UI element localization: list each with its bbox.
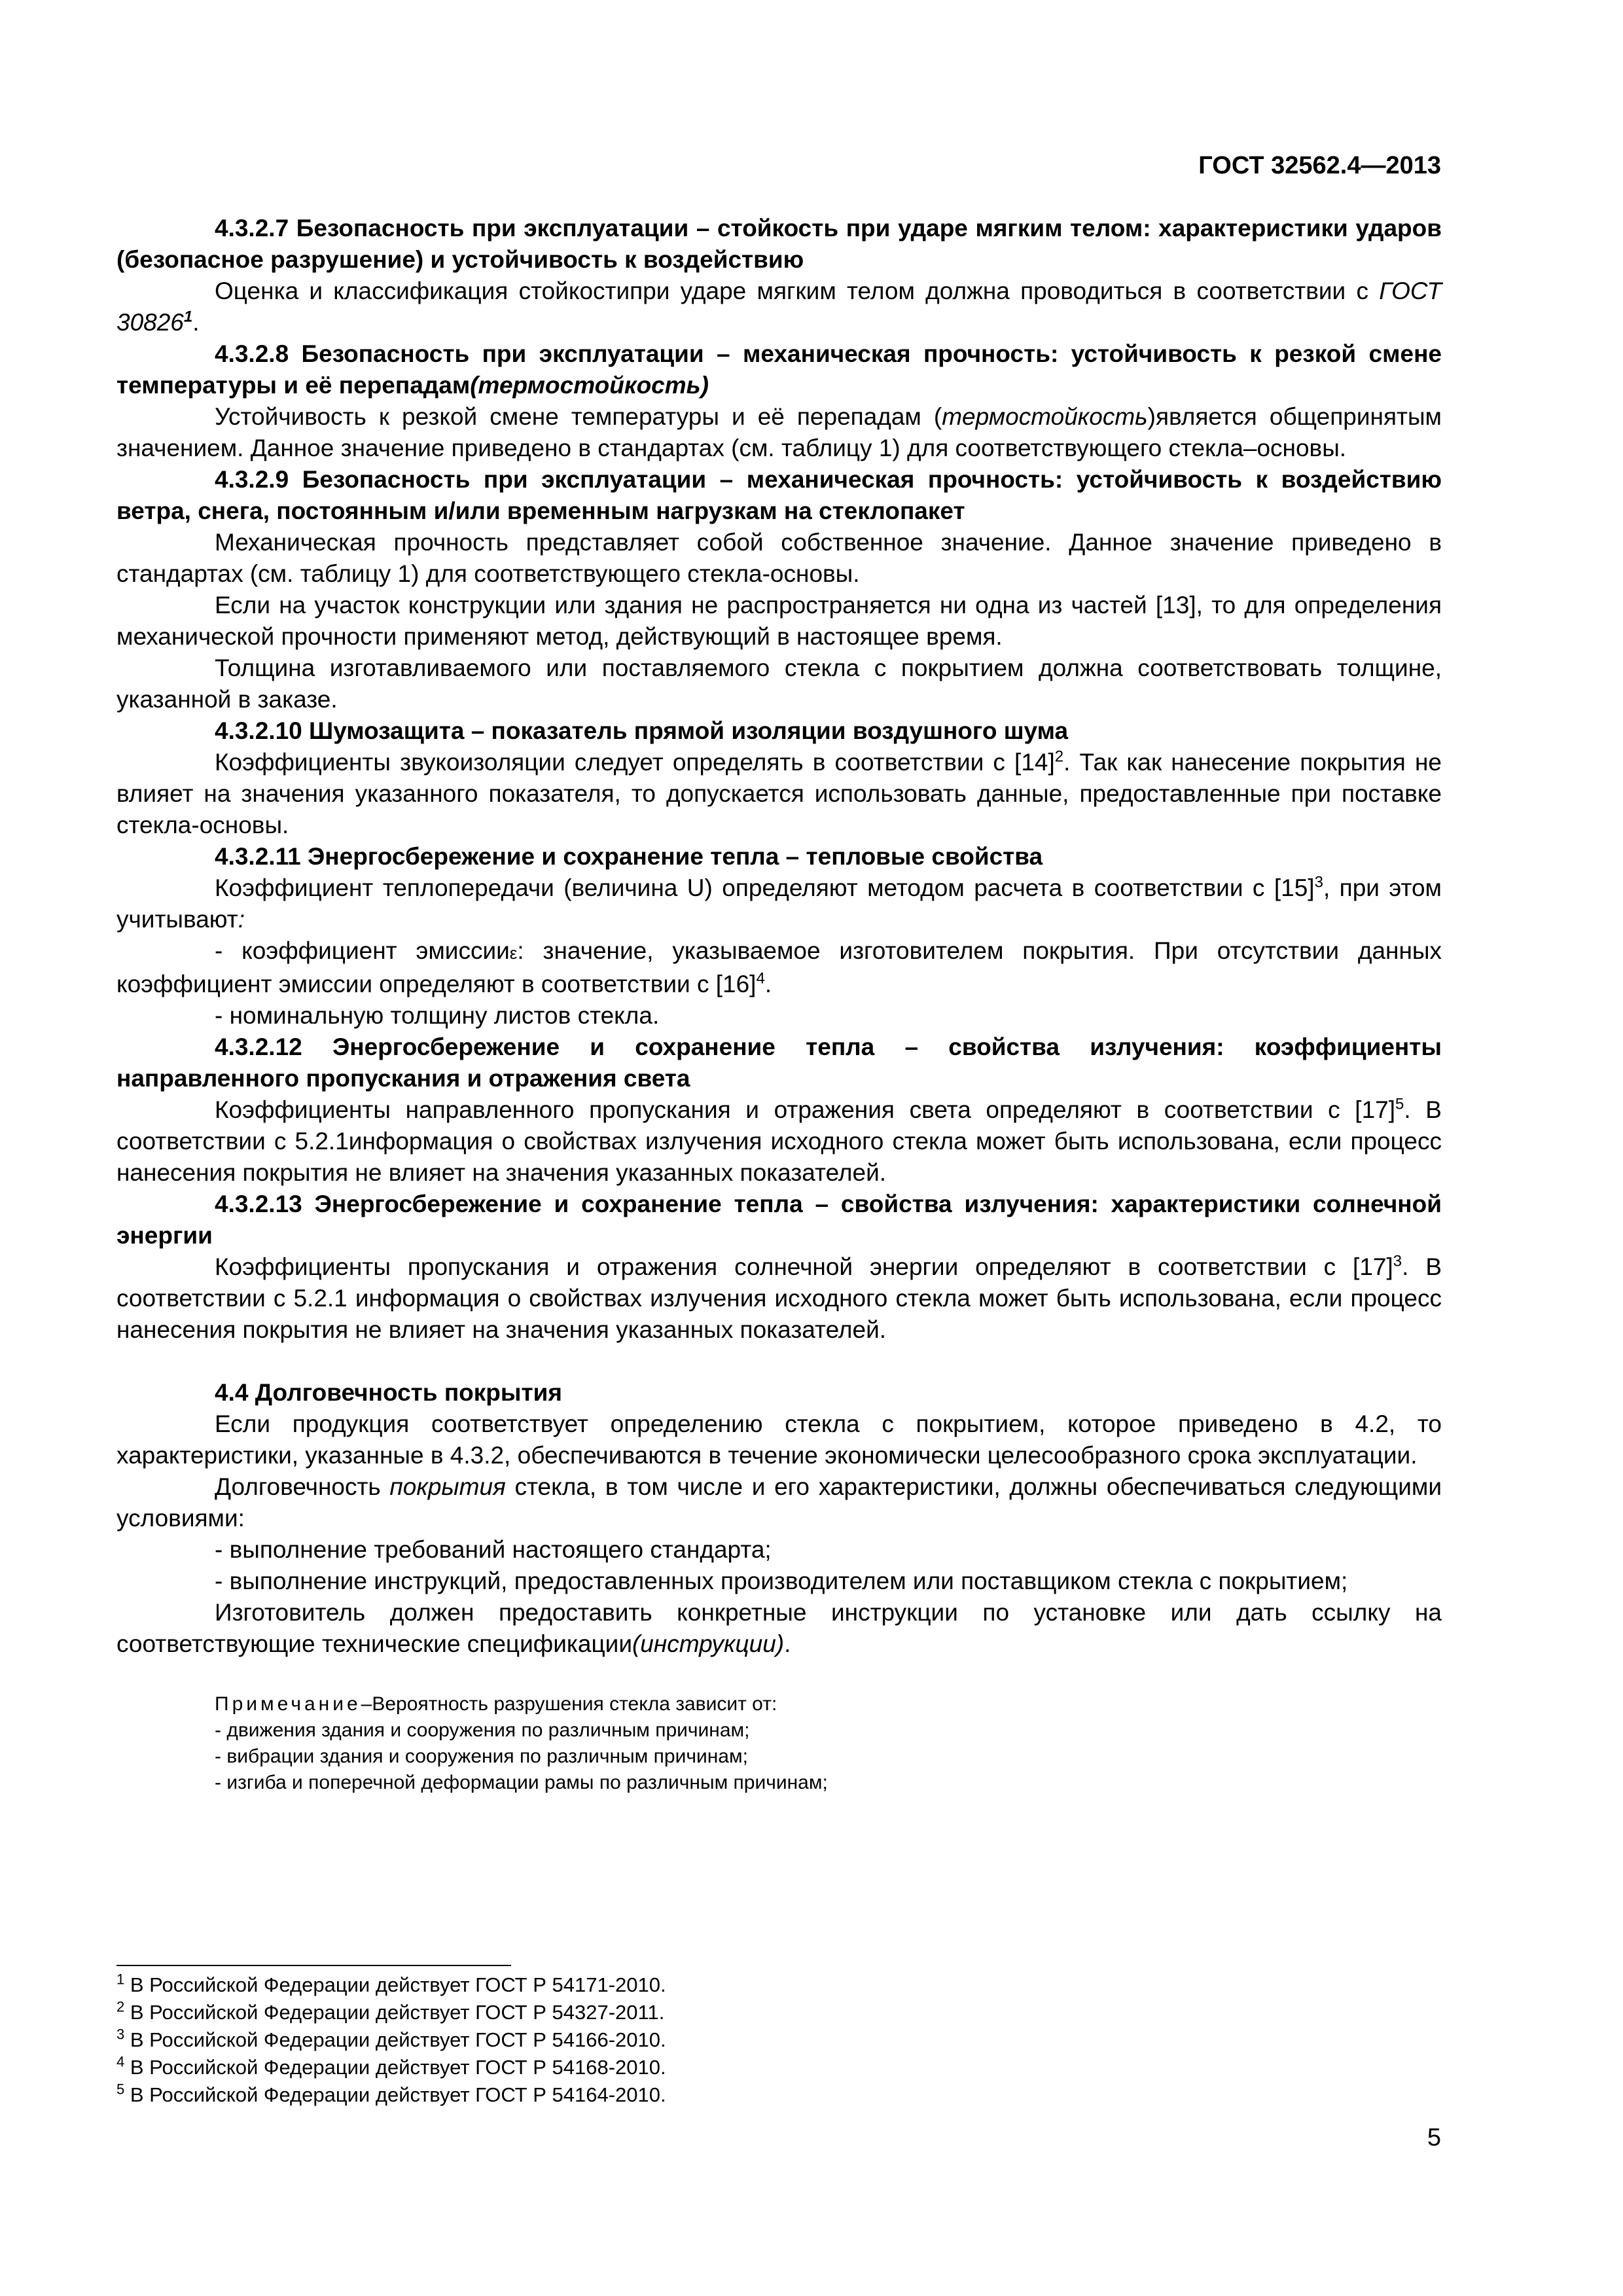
text: Коэффициенты пропускания и отражения солнечной энергии определяют в соответствии с [17] xyxy=(215,1253,1393,1280)
text: Долговечность xyxy=(215,1473,390,1500)
text: )является общепринятым значением. Данное значение приведено в стандартах (см. таблицу 1) для соответствующего стекла–основы. xyxy=(116,403,1442,461)
standard-reference: ГОСТ 30826 xyxy=(116,278,1442,336)
note-item: - движения здания и сооружения по различным причинам; xyxy=(215,1719,750,1741)
footnote-mark: 4 xyxy=(116,2053,125,2070)
text: –Вероятность разрушения стекла зависит от: xyxy=(361,1693,777,1715)
section-heading-4-3-2-9: 4.3.2.9 Безопасность при эксплуатации – механическая прочность: устойчивость к воздействию ветра, снега, постоянным и/или временным нагрузкам на стеклопакет xyxy=(116,466,1442,524)
footnote-mark: 2 xyxy=(1054,747,1064,766)
text: Коэффициенты направленного пропускания и отражения света определяют в соответствии с [17] xyxy=(215,1096,1396,1123)
footnote-mark: 3 xyxy=(1314,873,1323,891)
text: Коэффициент теплопередачи (величина U) определяют методом расчета в соответствии с [15] xyxy=(215,874,1315,901)
text: Коэффициенты звукоизоляции следует определять в соответствии с [14] xyxy=(215,749,1055,776)
list-item xyxy=(116,935,1442,1000)
section-heading-4-3-2-8 xyxy=(116,338,1442,401)
footnote xyxy=(116,1999,666,2026)
text-italic: термостойкость xyxy=(942,403,1148,430)
footnote-mark: 4 xyxy=(756,969,765,988)
footnote xyxy=(116,2081,666,2109)
section-heading-4-3-2-7: 4.3.2.7 Безопасность при эксплуатации – стойкость при ударе мягким телом: характеристики ударов (безопасное разрушение) и устойчивость к воздействию xyxy=(116,215,1442,273)
text: Изготовитель должен предоставить конкретные инструкции по установке или дать ссылку на соответствующие технические спецификации xyxy=(116,1599,1442,1657)
footnote-mark: 5 xyxy=(116,2081,125,2098)
text: , при этом учитывают xyxy=(116,874,1442,933)
footnote-mark: 3 xyxy=(116,2026,125,2043)
note-item: - изгиба и поперечной деформации рамы по различным причинам; xyxy=(215,1772,828,1793)
section-heading-4-3-2-13: 4.3.2.13 Энергосбережение и сохранение тепла – свойства излучения: характеристики солнечной энергии xyxy=(116,1191,1442,1249)
text: . В соответствии с 5.2.1 информация о свойствах излучения исходного стекла может быть использована, если процесс нанесения покрытия не влияет на значения указанных показателей. xyxy=(116,1253,1442,1343)
section-heading-4-3-2-10: 4.3.2.10 Шумозащита – показатель прямой изоляции воздушного шума xyxy=(215,717,1069,744)
paragraph xyxy=(116,401,1442,464)
text: Устойчивость к резкой смене температуры и её перепадам ( xyxy=(215,403,942,430)
paragraph: Если на участок конструкции или здания не распространяется ни одна из частей [13], то для определения механической прочности применяют метод, действующий в настоящее время. xyxy=(116,592,1442,650)
main-text xyxy=(116,213,1442,1796)
paragraph xyxy=(116,872,1442,935)
page-number: 5 xyxy=(1427,2124,1441,2151)
paragraph: Механическая прочность представляет собой собственное значение. Данное значение приведено в стандартах (см. таблицу 1) для соответствующего стекла-основы. xyxy=(116,529,1442,587)
paragraph xyxy=(116,1094,1442,1189)
footnote-text: В Российской Федерации действует ГОСТ Р 54171-2010. xyxy=(124,1973,666,1996)
footnote xyxy=(116,1971,666,1999)
footnote-mark: 2 xyxy=(116,1998,125,2015)
text-italic: : xyxy=(238,906,245,933)
section-heading-4-3-2-11: 4.3.2.11 Энергосбережение и сохранение тепла – тепловые свойства xyxy=(215,843,1043,870)
text: . xyxy=(192,309,200,336)
footnote xyxy=(116,2054,666,2081)
paragraph: Толщина изготавливаемого или поставляемого стекла с покрытием должна соответствовать толщине, указанной в заказе. xyxy=(116,655,1442,713)
text: . xyxy=(784,1630,791,1657)
paragraph: Если продукция соответствует определению стекла с покрытием, которое приведено в 4.2, то характеристики, указанные в 4.3.2, обеспечиваются в течение экономически целесообразного срока эксплуатации. xyxy=(116,1410,1442,1469)
footnote-text: В Российской Федерации действует ГОСТ Р 54166-2010. xyxy=(124,2028,666,2051)
list-item: - номинальную толщину листов стекла. xyxy=(215,1002,660,1029)
text: Оценка и классификация стойкостипри ударе мягким телом должна проводиться в соответствии с xyxy=(215,278,1380,304)
footnote-mark: 1 xyxy=(116,1971,125,1988)
footnotes xyxy=(116,1971,666,2109)
footnote-mark: 5 xyxy=(1395,1095,1404,1113)
note-label: Примечание xyxy=(215,1693,361,1715)
note-intro xyxy=(116,1691,1442,1717)
text-italic: (термостойкость) xyxy=(470,372,709,399)
section-heading-4-4: 4.4 Долговечность покрытия xyxy=(215,1379,562,1406)
text: . В соответствии с 5.2.1информация о свойствах излучения исходного стекла может быть использована, если процесс нанесения покрытия не влияет на значения указанных показателей. xyxy=(116,1096,1442,1186)
footnote xyxy=(116,2026,666,2054)
text: : значение, указываемое изготовителем покрытия. При отсутствии данных коэффициент эмиссии определяют в соответствии с [16] xyxy=(116,937,1442,997)
note-block xyxy=(116,1691,1442,1796)
text: - коэффициент эмиссии xyxy=(215,937,510,964)
paragraph xyxy=(116,1251,1442,1346)
paragraph xyxy=(116,1471,1442,1534)
footnote-mark: 3 xyxy=(1393,1252,1402,1270)
paragraph xyxy=(116,1597,1442,1660)
paragraph xyxy=(116,747,1442,841)
footnote-text: В Российской Федерации действует ГОСТ Р 54327-2011. xyxy=(124,2001,665,2024)
epsilon-symbol: ε xyxy=(509,943,518,963)
list-item: - выполнение инструкций, предоставленных производителем или поставщиком стекла с покрытием; xyxy=(215,1568,1348,1594)
text-italic: покрытия xyxy=(389,1473,506,1500)
footnote-separator xyxy=(116,1965,511,1966)
list-item: - выполнение требований настоящего стандарта; xyxy=(215,1536,772,1563)
spacer xyxy=(116,1346,1442,1377)
text: . xyxy=(764,971,772,997)
footnote-mark: 1 xyxy=(183,308,193,326)
paragraph xyxy=(116,276,1442,338)
text-italic: (инструкции) xyxy=(632,1630,785,1657)
note-item: - вибрации здания и сооружения по различным причинам; xyxy=(215,1746,748,1767)
text: 4.3.2.8 Безопасность при эксплуатации – механическая прочность: устойчивость к резкой смене температуры и её перепадам xyxy=(116,340,1442,399)
footnote-text: В Российской Федерации действует ГОСТ Р 54168-2010. xyxy=(124,2056,666,2079)
section-heading-4-3-2-12: 4.3.2.12 Энергосбережение и сохранение тепла – свойства излучения: коэффициенты направленного пропускания и отражения света xyxy=(116,1033,1442,1092)
text: стекла, в том числе и его характеристики, должны обеспечиваться следующими условиями: xyxy=(116,1473,1442,1532)
text: . Так как нанесение покрытия не влияет на значения указанного показателя, то допускается использовать данные, предоставленные при поставке стекла-основы. xyxy=(116,749,1442,838)
document-code-header: ГОСТ 32562.4—2013 xyxy=(1198,152,1441,179)
footnote-text: В Российской Федерации действует ГОСТ Р 54164-2010. xyxy=(124,2083,666,2106)
